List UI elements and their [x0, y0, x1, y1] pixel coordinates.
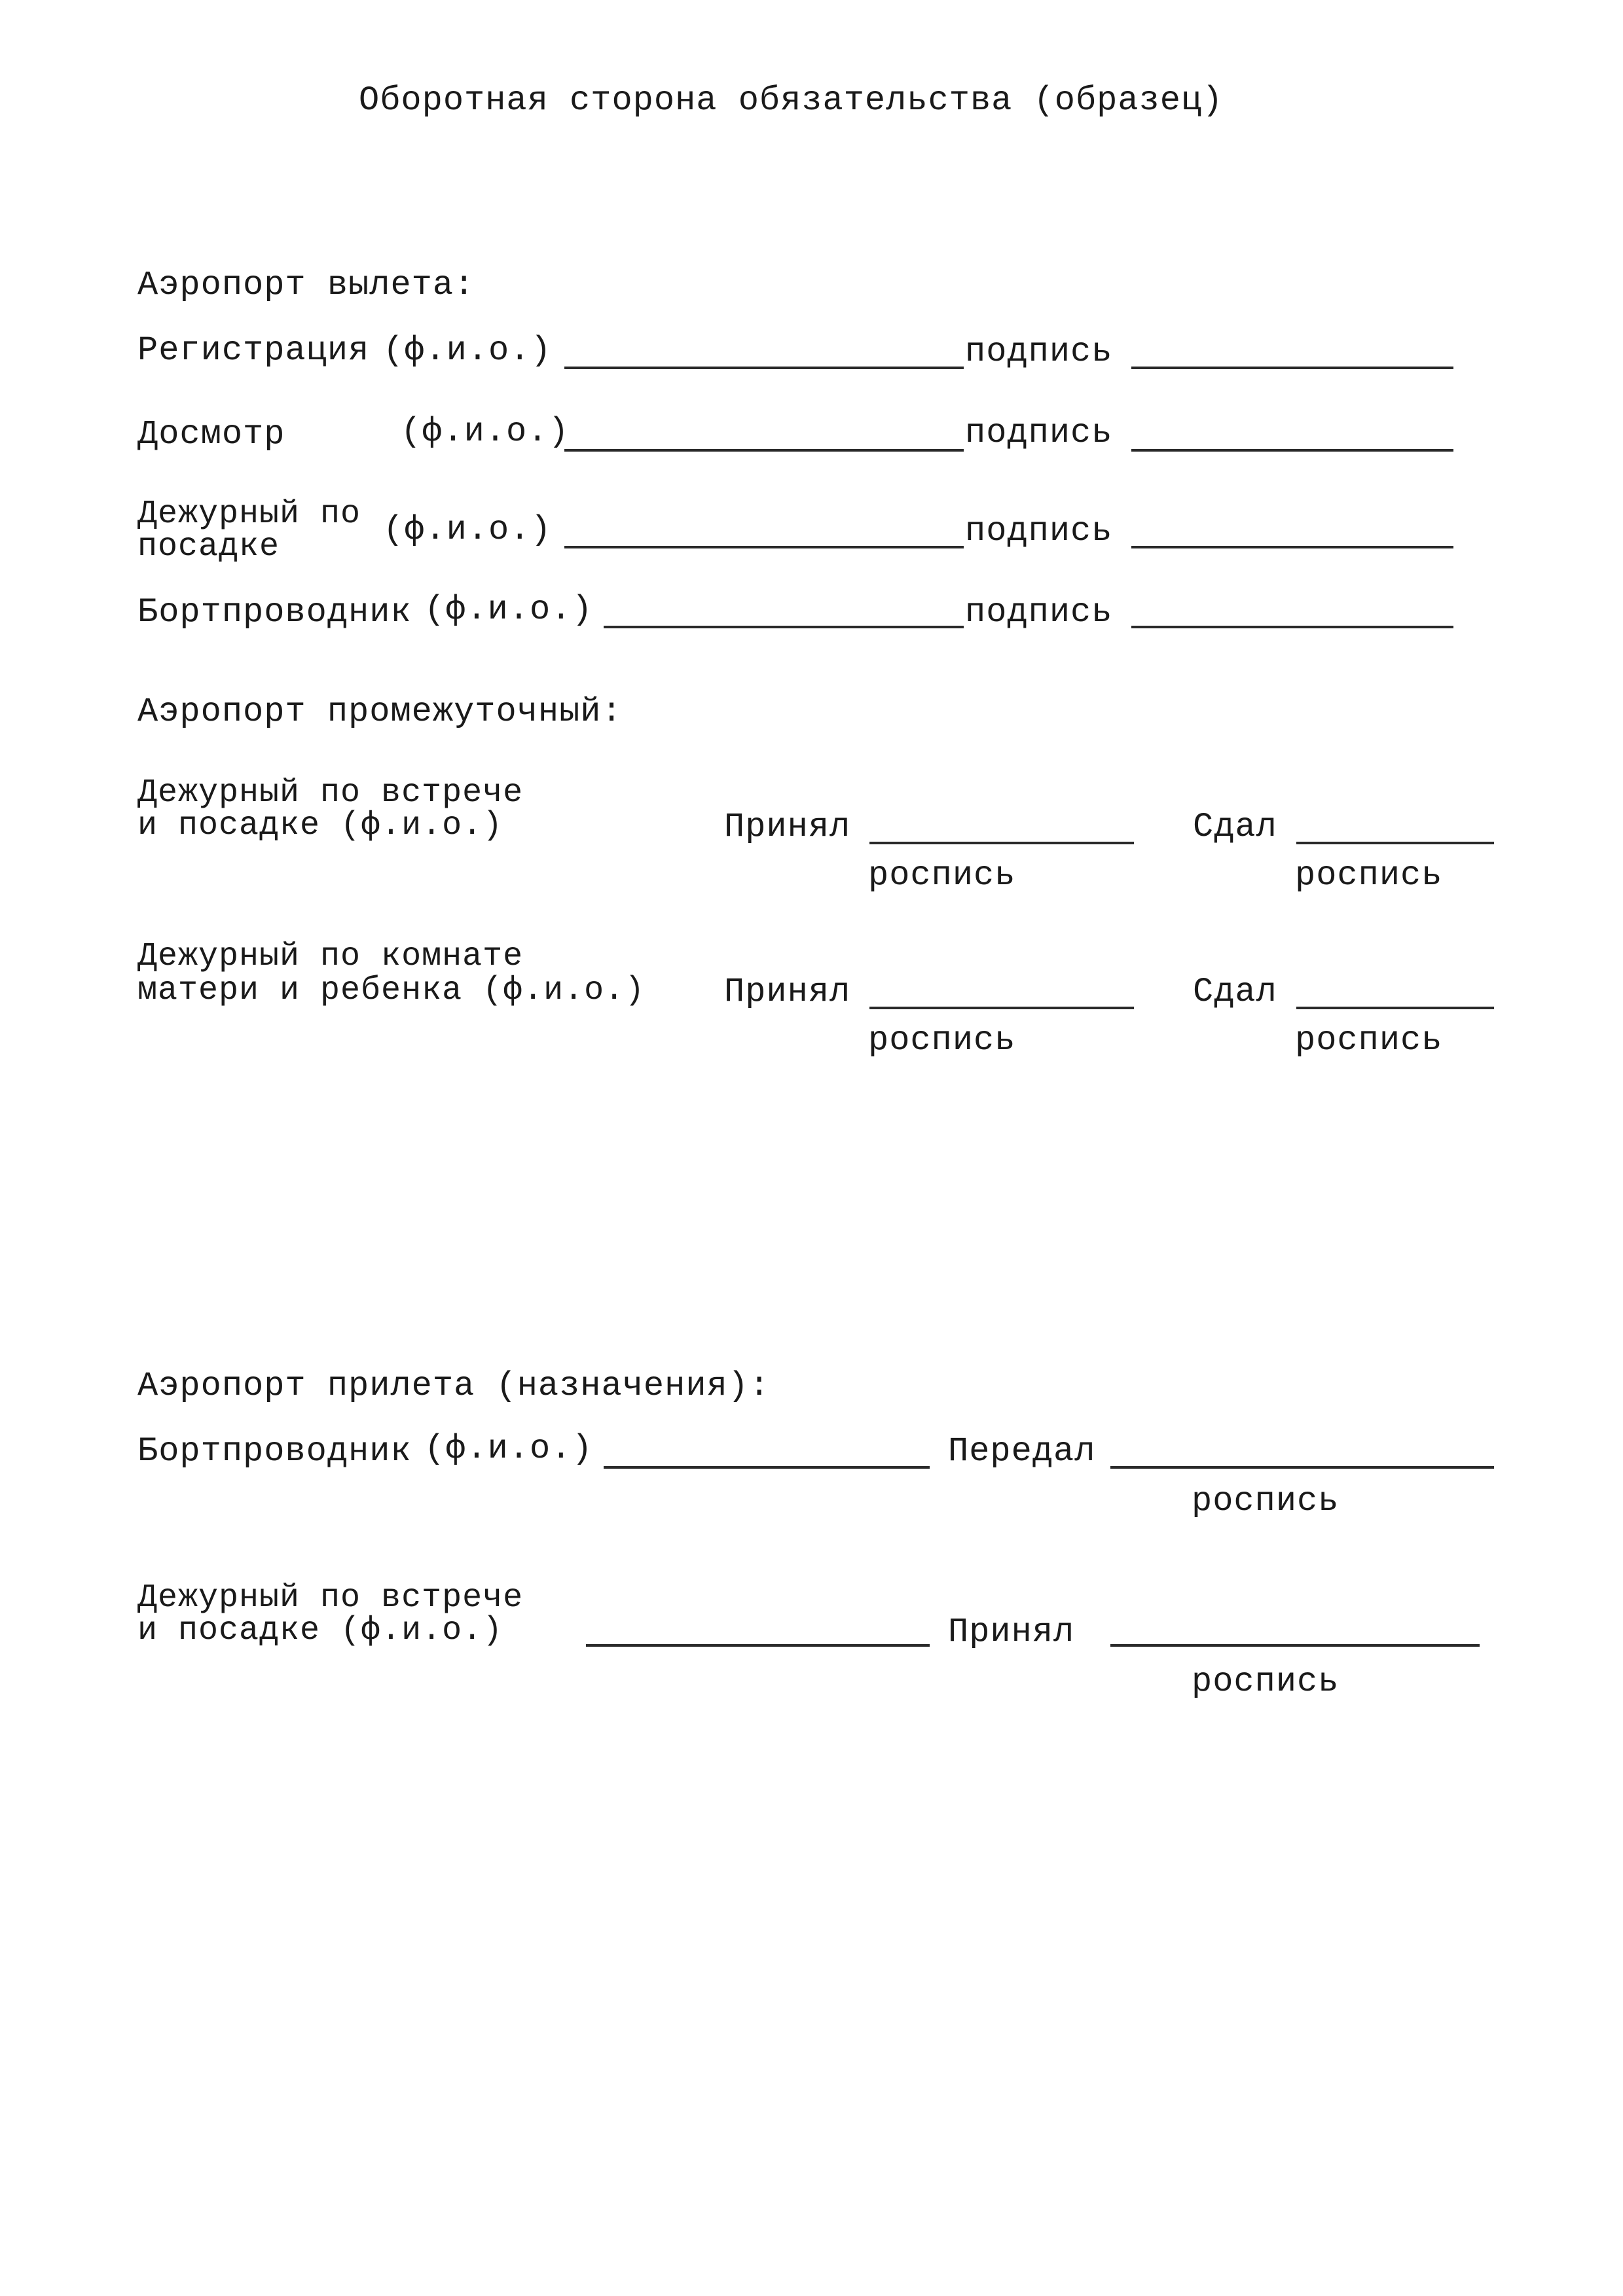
- flight-attendant-sign-label: подпись: [965, 593, 1113, 632]
- inspection-sign-line[interactable]: [1131, 449, 1453, 452]
- arrival-attendant-fio: (ф.и.о.): [424, 1429, 593, 1468]
- inspection-sign-label: подпись: [965, 414, 1113, 452]
- arrival-attendant-sign: роспись: [1192, 1482, 1340, 1520]
- transit-meet-label-1: Дежурный по встрече: [137, 774, 524, 812]
- registration-sign-line[interactable]: [1131, 367, 1453, 369]
- transit-meet-handed-sign: роспись: [1295, 856, 1443, 895]
- transit-room-accepted: Принял: [724, 973, 851, 1011]
- transit-meet-accepted-sign: роспись: [868, 856, 1016, 895]
- transit-meet-label-2: и посадке (ф.и.о.): [137, 807, 503, 844]
- page-title: Оборотная сторона обязательства (образец): [359, 81, 1224, 120]
- boarding-duty-label-1: Дежурный по: [137, 495, 361, 533]
- arrival-meet-action-line[interactable]: [1110, 1644, 1480, 1647]
- inspection-fio: (ф.и.о.): [401, 412, 570, 451]
- boarding-duty-fio: (ф.и.о.): [383, 511, 552, 549]
- arrival-meet-action: Принял: [948, 1613, 1075, 1651]
- transit-room-label-2: матери и ребенка (ф.и.о.): [137, 972, 646, 1009]
- arrival-attendant-action-line[interactable]: [1110, 1466, 1494, 1469]
- arrival-attendant-label: Бортпроводник: [137, 1432, 412, 1471]
- arrival-attendant-action: Передал: [948, 1432, 1096, 1471]
- transit-room-handed-line[interactable]: [1296, 1007, 1494, 1009]
- arrival-meet-label-1: Дежурный по встрече: [137, 1579, 524, 1617]
- departure-heading: Аэропорт вылета:: [137, 266, 475, 304]
- registration-label: Регистрация: [137, 331, 370, 370]
- registration-fio-line[interactable]: [564, 367, 964, 369]
- arrival-meet-fio-line[interactable]: [586, 1644, 930, 1647]
- transit-room-accepted-line[interactable]: [869, 1007, 1134, 1009]
- arrival-attendant-fio-line[interactable]: [604, 1466, 930, 1469]
- transit-room-label-1: Дежурный по комнате: [137, 938, 524, 975]
- registration-fio: (ф.и.о.): [383, 331, 552, 370]
- boarding-duty-sign-line[interactable]: [1131, 546, 1453, 548]
- transit-room-handed: Сдал: [1193, 973, 1277, 1011]
- transit-heading: Аэропорт промежуточный:: [137, 692, 623, 731]
- transit-meet-handed: Сдал: [1193, 808, 1277, 846]
- inspection-fio-line[interactable]: [564, 449, 964, 452]
- flight-attendant-fio-line[interactable]: [604, 626, 964, 628]
- transit-meet-handed-line[interactable]: [1296, 842, 1494, 844]
- transit-room-handed-sign: роспись: [1295, 1021, 1443, 1060]
- boarding-duty-fio-line[interactable]: [564, 546, 964, 548]
- inspection-label: Досмотр: [137, 415, 285, 454]
- flight-attendant-sign-line[interactable]: [1131, 626, 1453, 628]
- boarding-duty-label-2: посадке: [137, 528, 280, 565]
- transit-meet-accepted-line[interactable]: [869, 842, 1134, 844]
- arrival-meet-label-2: и посадке (ф.и.о.): [137, 1612, 503, 1649]
- arrival-meet-sign: роспись: [1192, 1662, 1340, 1701]
- registration-sign-label: подпись: [965, 332, 1113, 371]
- arrival-heading: Аэропорт прилета (назначения):: [137, 1367, 771, 1405]
- transit-meet-accepted: Принял: [724, 808, 851, 846]
- flight-attendant-label: Бортпроводник: [137, 593, 412, 632]
- transit-room-accepted-sign: роспись: [868, 1021, 1016, 1060]
- boarding-duty-sign-label: подпись: [965, 512, 1113, 550]
- flight-attendant-fio: (ф.и.о.): [424, 590, 593, 629]
